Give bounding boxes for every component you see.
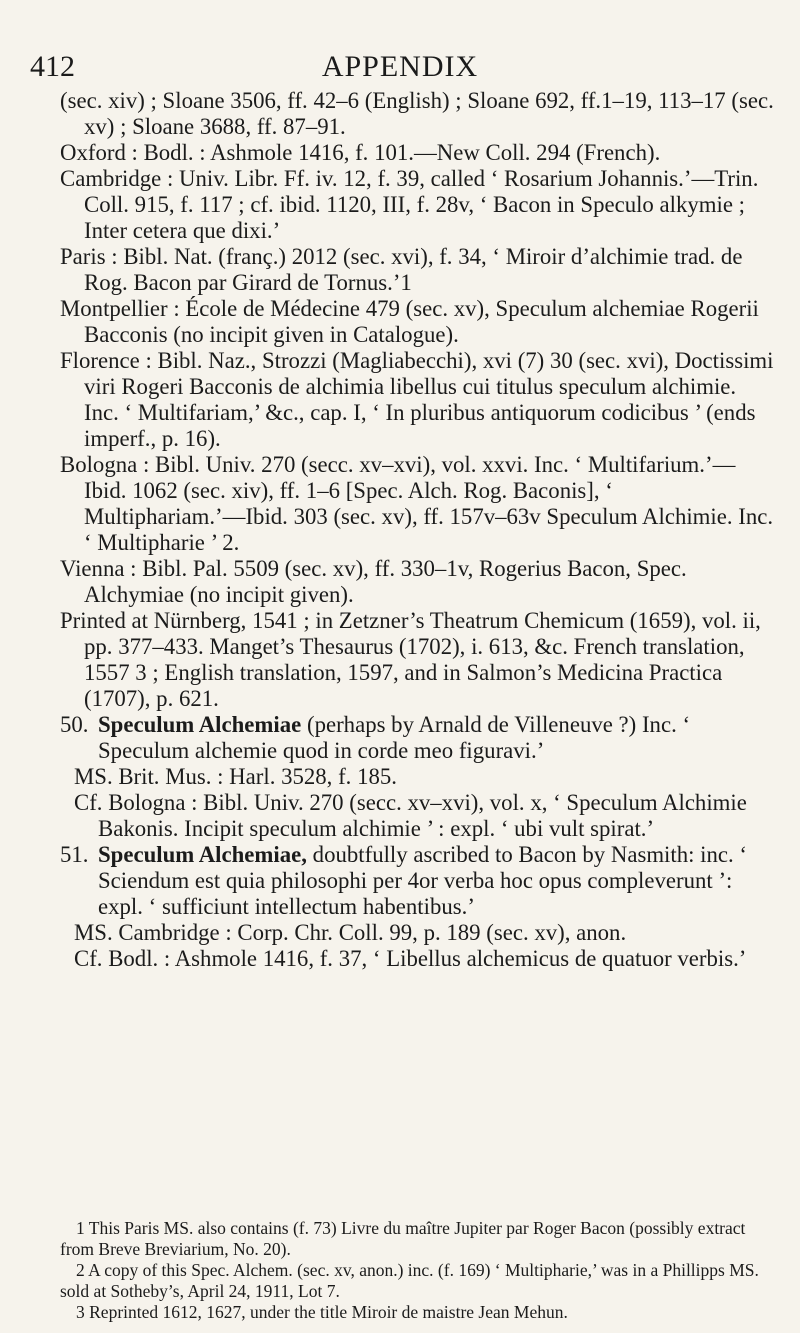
footnote: 2 A copy of this Spec. Alchem. (sec. xv, anon.) inc. (f. 169) ‘ Multipharie,’ was in a Phillipps MS. sold at Sotheby’s, April 24, 1911, Lot 7. <box>60 1260 759 1301</box>
page-number: 412 <box>30 50 75 83</box>
entry-number: 50. <box>60 712 89 737</box>
entry-50 <box>60 712 775 764</box>
paragraph: Vienna : Bibl. Pal. 5509 (sec. xv), ff. 330–1v, Rogerius Bacon, Spec. Alchymiae (no incipit given). <box>60 556 687 607</box>
paragraph: Florence : Bibl. Naz., Strozzi (Magliabecchi), xvi (7) 30 (sec. xvi), Doctissimi viri Rogeri Bacconis de alchimia libellus cui titulus speculum alchimie. Inc. ‘ Multifariam,’ &c., cap. I, ‘ In pluribus antiquorum codicibus ’ (ends imperf., p. 16). <box>60 348 774 451</box>
entry-sub: Cf. Bodl. : Ashmole 1416, f. 37, ‘ Libellus alchemicus de quatuor verbis.’ <box>74 946 747 971</box>
entry-title: Speculum Alchemiae, <box>98 842 307 867</box>
paragraph: Bologna : Bibl. Univ. 270 (secc. xv–xvi), vol. xxvi. Inc. ‘ Multifarium.’—Ibid. 1062 (sec. xiv), ff. 1–6 [Spec. Alch. Rog. Baconis], ‘ Multiphariam.’—Ibid. 303 (sec. xv), ff. 157v–63v Speculum Alchimie. Inc. ‘ Multipharie ’ 2. <box>60 452 774 555</box>
paragraph: Paris : Bibl. Nat. (franç.) 2012 (sec. xvi), f. 34, ‘ Miroir d’alchimie trad. de Rog. Bacon par Girard de Tornus.’1 <box>60 244 743 295</box>
entry-text: doubtfully ascribed to Bacon by Nasmith: inc. ‘ Sciendum est quia philosophi per 4or verba hoc opus compleverunt ’: expl. ‘ sufficiunt intellectum habentibus.’ <box>98 842 747 919</box>
running-head: APPENDIX <box>321 50 479 83</box>
main-text <box>60 88 775 972</box>
entry-51 <box>60 842 775 920</box>
paragraph: Montpellier : École de Médecine 479 (sec. xv), Speculum alchemiae Rogerii Bacconis (no incipit given in Catalogue). <box>60 296 759 347</box>
entry-sub: MS. Cambridge : Corp. Chr. Coll. 99, p. 189 (sec. xv), anon. <box>74 920 627 945</box>
footnote: 3 Reprinted 1612, 1627, under the title Miroir de maistre Jean Mehun. <box>76 1302 568 1322</box>
paragraph: (sec. xiv) ; Sloane 3506, ff. 42–6 (English) ; Sloane 692, ff.1–19, 113–17 (sec. xv) ; Sloane 3688, ff. 87–91. <box>60 88 774 139</box>
paragraph: Oxford : Bodl. : Ashmole 1416, f. 101.—New Coll. 294 (French). <box>60 140 661 165</box>
entry-title: Speculum Alchemiae <box>98 712 302 737</box>
entry-number: 51. <box>60 842 89 867</box>
footnotes <box>60 1218 775 1323</box>
paragraph: Printed at Nürnberg, 1541 ; in Zetzner’s Theatrum Chemicum (1659), vol. ii, pp. 377–433. Manget’s Thesaurus (1702), i. 613, &c. French translation, 1557 3 ; English translation, 1597, and in Salmon’s Medicina Practica (1707), p. 621. <box>60 608 761 711</box>
paragraph: Cambridge : Univ. Libr. Ff. iv. 12, f. 39, called ‘ Rosarium Johannis.’—Trin. Coll. 915, f. 117 ; cf. ibid. 1120, III, f. 28v, ‘ Bacon in Speculo alkymie ; Inter cetera que dixi.’ <box>60 166 759 243</box>
entry-text: (perhaps by Arnald de Villeneuve ?) Inc. ‘ Speculum alchemie quod in corde meo figuravi.’ <box>98 712 691 763</box>
entry-sub: MS. Brit. Mus. : Harl. 3528, f. 185. <box>74 764 397 789</box>
entry-sub: Cf. Bologna : Bibl. Univ. 270 (secc. xv–xvi), vol. x, ‘ Speculum Alchimie Bakonis. Incipit speculum alchimie ’ : expl. ‘ ubi vult spirat.’ <box>74 790 747 841</box>
page-header <box>0 50 800 90</box>
footnote: 1 This Paris MS. also contains (f. 73) Livre du maître Jupiter par Roger Bacon (possibly extract from Breve Breviarium, No. 20). <box>60 1218 746 1259</box>
